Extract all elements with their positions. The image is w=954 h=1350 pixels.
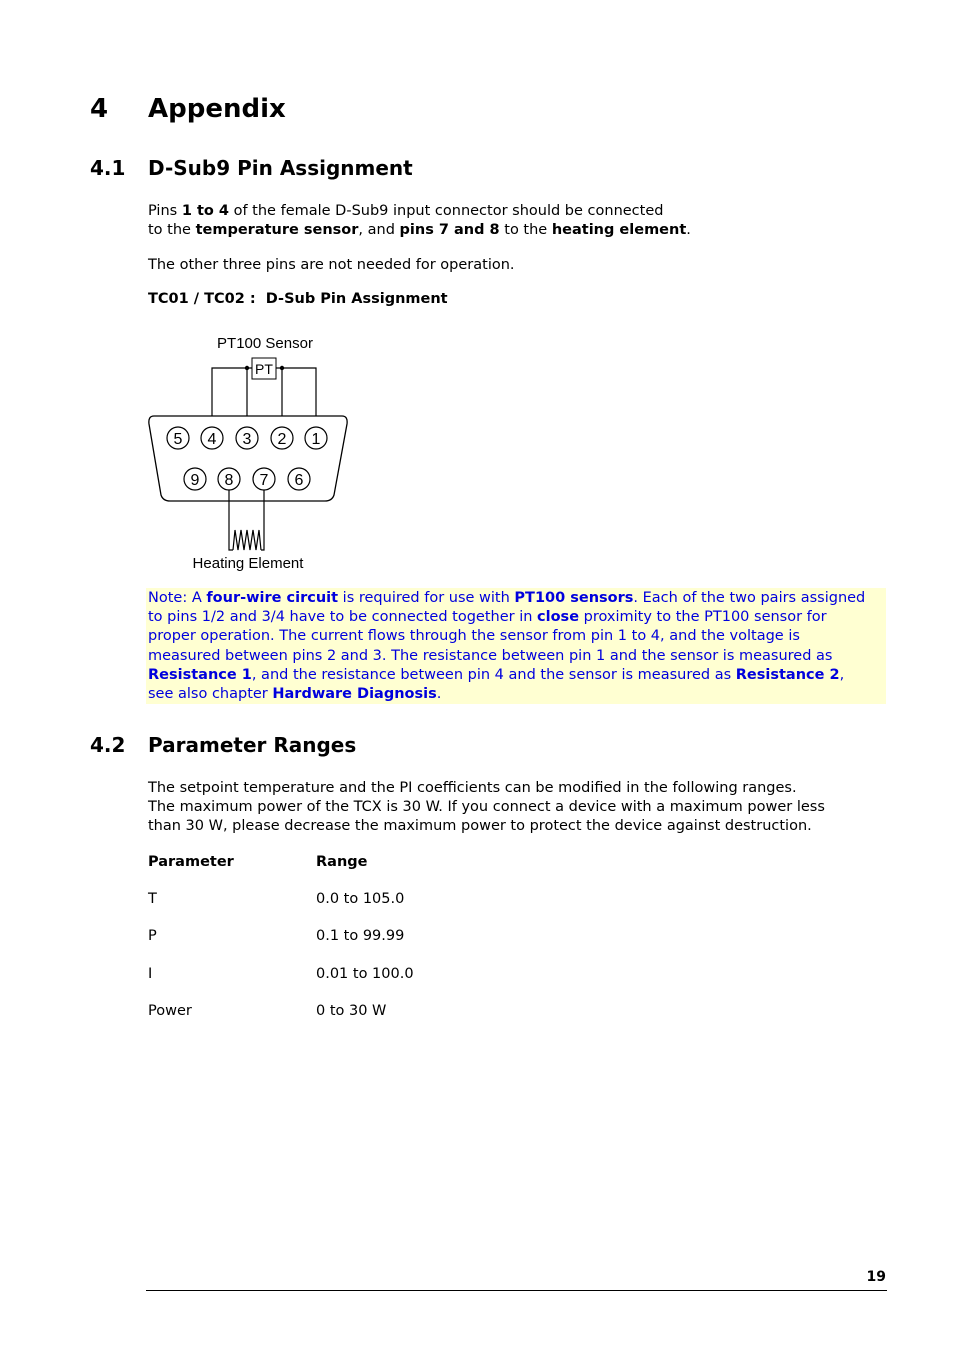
bold-text: heating element <box>551 222 687 238</box>
note-text: proximity to the PT100 sensor for <box>579 609 827 626</box>
note-text: to pins 1/2 and 3/4 have to be connected together in <box>148 609 538 626</box>
note-bold: PT100 sensors <box>514 590 634 606</box>
bold-text: pins 7 and 8 <box>399 222 500 238</box>
note-text: . <box>436 686 442 703</box>
chapter-heading <box>90 94 286 124</box>
note-text: is required for use with <box>338 590 515 606</box>
diagram-caption: TC01 / TC02 : D-Sub Pin Assignment <box>148 291 448 307</box>
pin-label: 5 <box>173 431 183 448</box>
sensor-label: PT100 Sensor <box>217 335 313 352</box>
chapter-title: Appendix <box>148 94 286 124</box>
pin-9 <box>184 468 206 490</box>
cell-parameter: I <box>148 966 153 982</box>
text: to the <box>148 222 196 238</box>
pin-intro-paragraph <box>148 202 691 240</box>
junction-dot <box>245 366 249 370</box>
footer-divider <box>146 1290 887 1291</box>
page-number: 19 <box>866 1269 886 1285</box>
section-number: 4.2 <box>90 733 126 757</box>
note-text: , <box>839 666 845 683</box>
resistor-symbol <box>233 530 261 550</box>
header-range: Range <box>316 854 368 870</box>
cell-parameter: Power <box>148 1003 192 1019</box>
pin-label: 7 <box>259 472 269 489</box>
section-title: Parameter Ranges <box>148 733 357 757</box>
pin-label: 3 <box>242 431 252 448</box>
dsub9-pin-diagram <box>140 330 360 580</box>
pin-3 <box>236 427 258 449</box>
text: of the female D-Sub9 input connector should be connected <box>228 203 664 219</box>
text: to the <box>499 222 552 238</box>
pin-label: 6 <box>294 472 304 489</box>
cell-parameter: P <box>148 928 157 944</box>
header-parameter: Parameter <box>148 854 234 870</box>
note-bold: Resistance 1 <box>148 666 252 683</box>
pin-label: 9 <box>190 472 200 489</box>
cell-range: 0.0 to 105.0 <box>316 891 405 907</box>
chapter-number: 4 <box>90 94 109 124</box>
note-bold: close <box>537 609 580 626</box>
unused-pins-paragraph: The other three pins are not needed for operation. <box>148 257 515 273</box>
cell-parameter: T <box>148 891 157 907</box>
heating-label: Heating Element <box>192 555 304 572</box>
pin-5 <box>167 427 189 449</box>
note-text: measured between pins 2 and 3. The resistance between pin 1 and the sensor is measured as <box>148 647 833 664</box>
cell-range: 0 to 30 W <box>316 1003 387 1019</box>
pt-label: PT <box>255 361 273 377</box>
bold-text: 1 to 4 <box>181 203 229 219</box>
pin-7 <box>253 468 275 490</box>
pin-6 <box>288 468 310 490</box>
pin-4 <box>201 427 223 449</box>
section-heading-4-2 <box>90 733 356 757</box>
parameter-intro-paragraph <box>148 779 825 836</box>
note-bold: Resistance 2 <box>735 666 840 683</box>
text: . <box>686 222 691 238</box>
pin-label: 8 <box>224 472 234 489</box>
pin-1 <box>305 427 327 449</box>
bold-text: temperature sensor <box>195 222 359 238</box>
note-text: , and the resistance between pin 4 and the sensor is measured as <box>251 666 736 683</box>
text: , and <box>358 222 400 238</box>
section-title: D-Sub9 Pin Assignment <box>148 156 413 180</box>
note-text: see also chapter <box>148 686 273 703</box>
pin-label: 4 <box>207 431 217 448</box>
cell-range: 0.01 to 100.0 <box>316 966 414 982</box>
pin-label: 1 <box>311 431 321 448</box>
section-number: 4.1 <box>90 156 126 180</box>
note-text: . Each of the two pairs assigned <box>633 590 866 606</box>
junction-dot <box>280 366 284 370</box>
note-text: Note: A <box>148 590 207 606</box>
four-wire-note <box>146 588 886 704</box>
text: The maximum power of the TCX is 30 W. If you connect a device with a maximum power less <box>148 799 825 815</box>
text: Pins <box>148 203 182 219</box>
section-heading-4-1 <box>90 156 413 180</box>
note-text: proper operation. The current flows through the sensor from pin 1 to 4, and the voltage is <box>148 628 800 645</box>
text: than 30 W, please decrease the maximum power to protect the device against destruction. <box>148 818 812 834</box>
pin-2 <box>271 427 293 449</box>
text: The setpoint temperature and the PI coefficients can be modified in the following ranges. <box>148 780 797 796</box>
pin-label: 2 <box>277 431 287 448</box>
note-bold: four-wire circuit <box>206 590 339 606</box>
note-bold: Hardware Diagnosis <box>272 686 437 703</box>
cell-range: 0.1 to 99.99 <box>316 928 405 944</box>
pin-8 <box>218 468 240 490</box>
